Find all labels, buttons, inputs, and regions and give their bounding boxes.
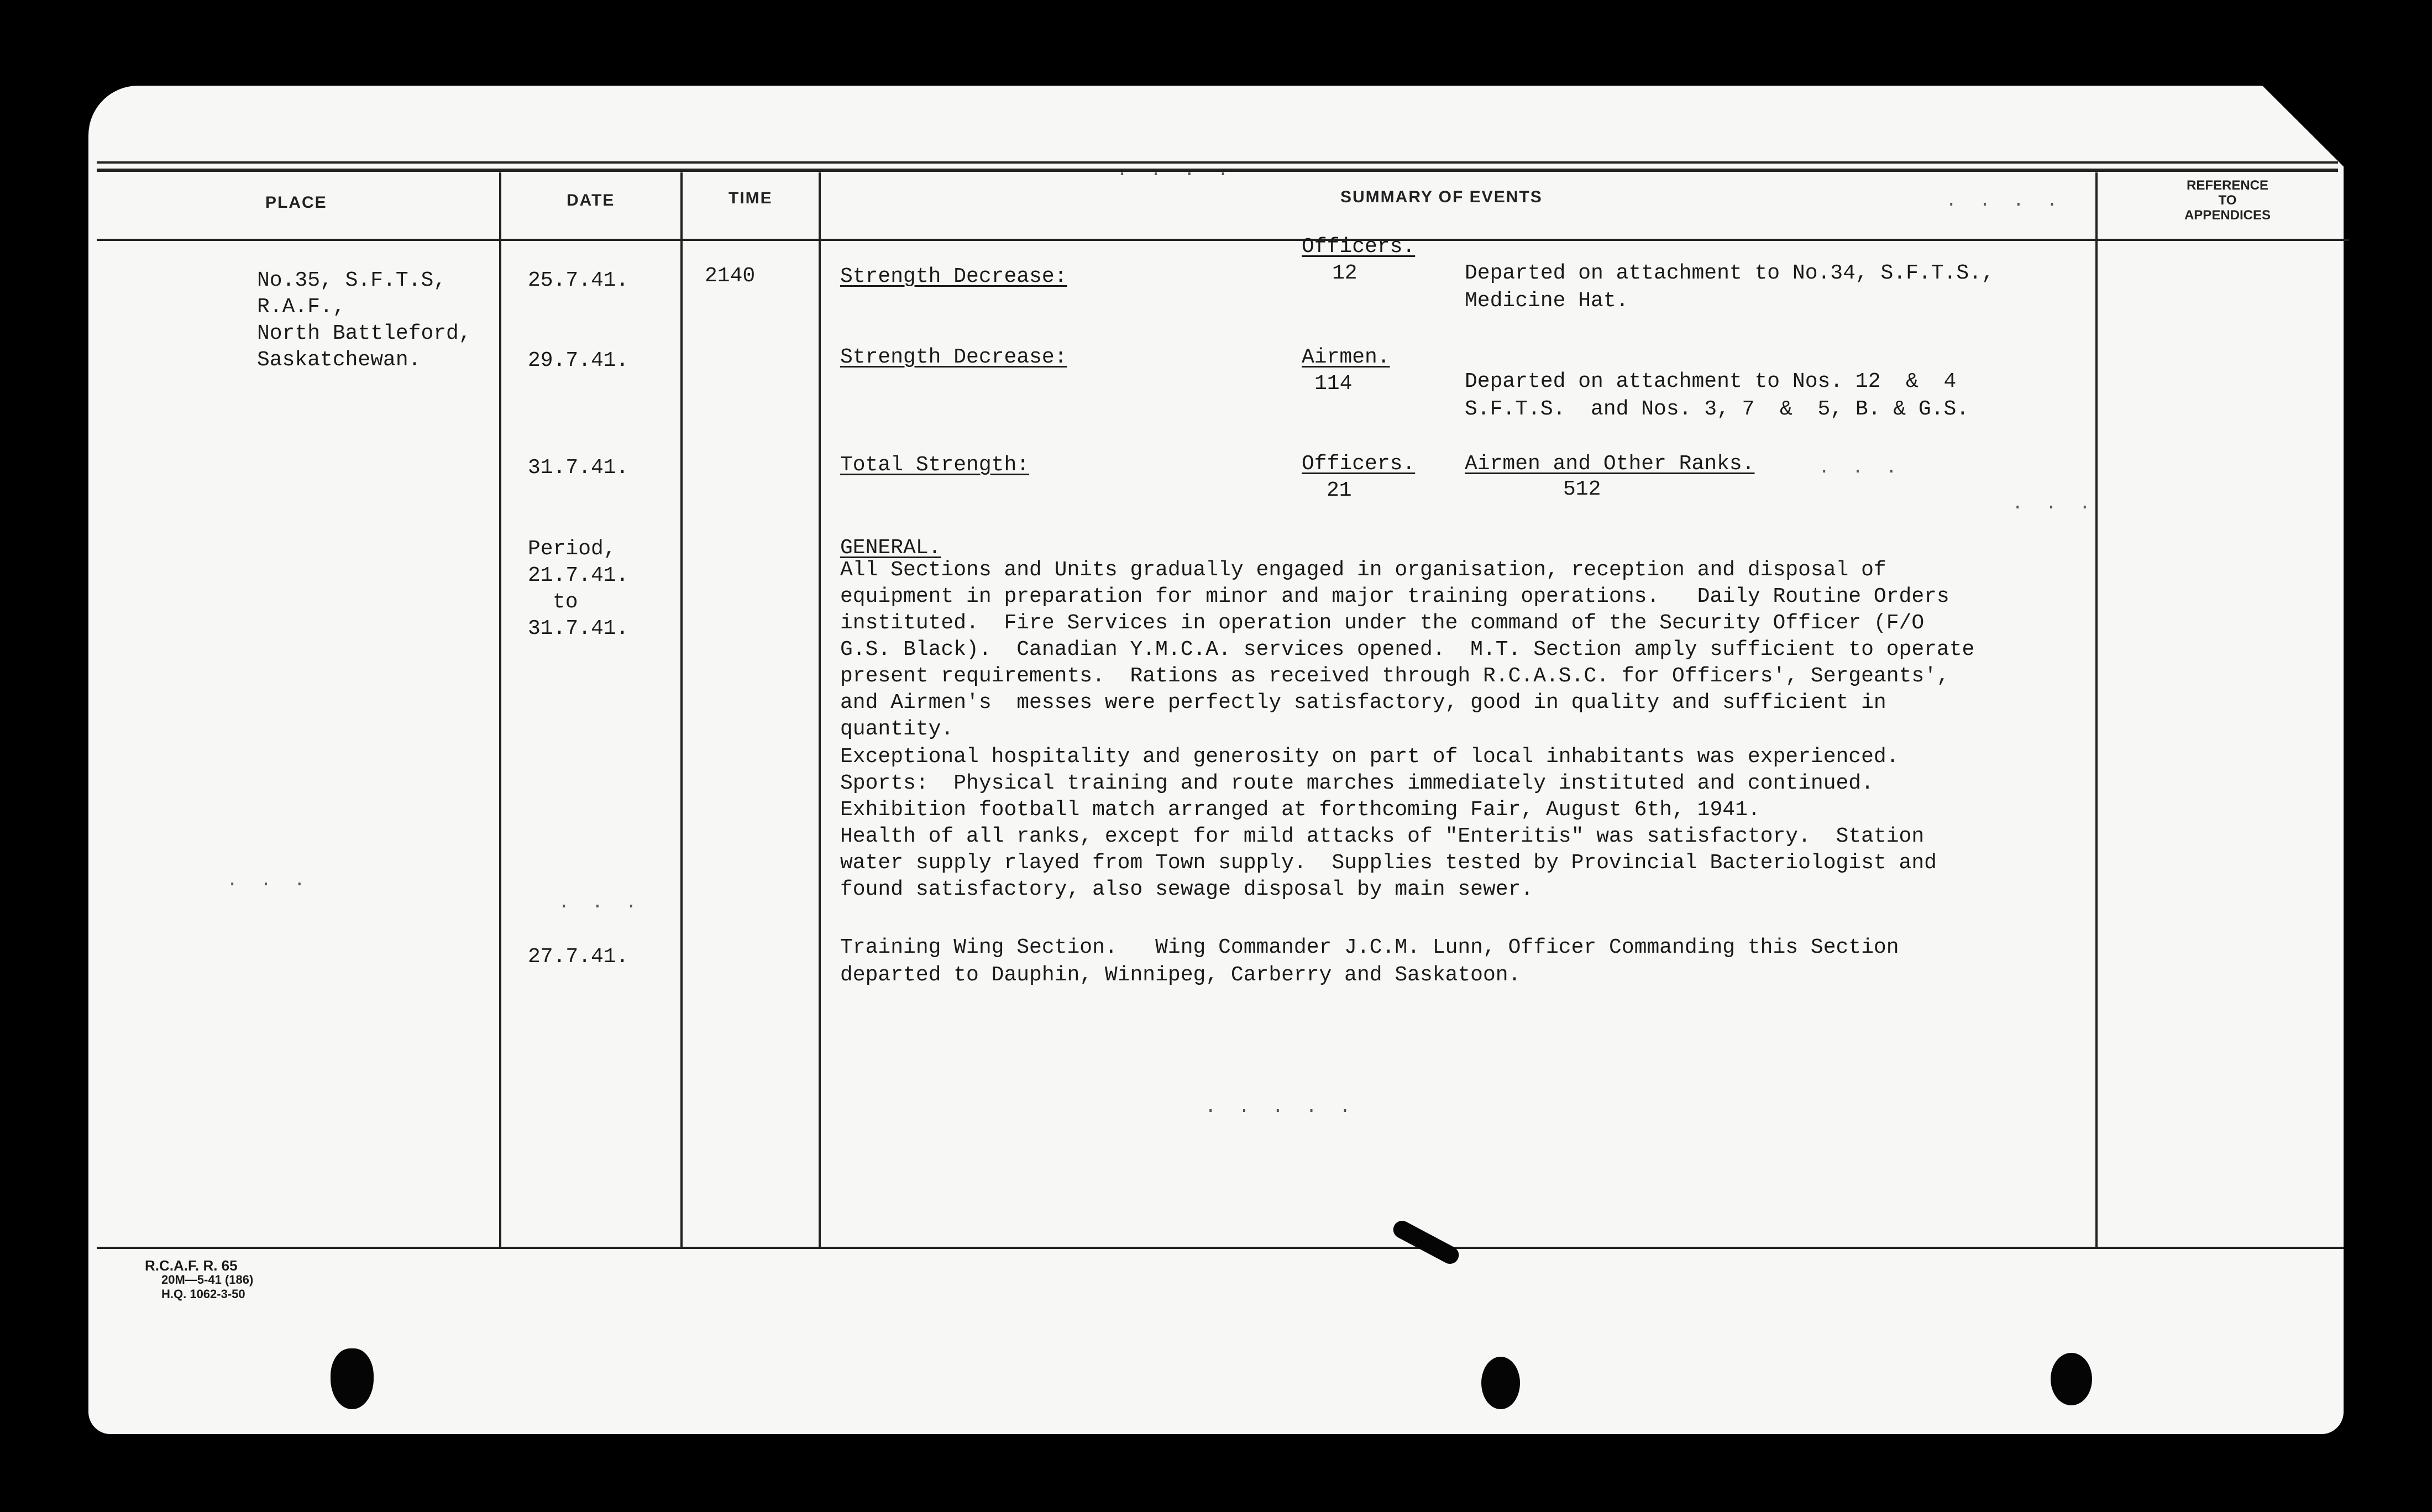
general-line: Exhibition football match arranged at forthcoming Fair, August 6th, 1941. <box>840 798 1760 822</box>
stray-dots: . . . <box>1818 458 1903 479</box>
general-line: and Airmen's messes were perfectly satisfactory, good in quality and sufficient in <box>840 691 1886 715</box>
stray-dots: . . . <box>2012 494 2096 514</box>
entry-count: 12 <box>1332 261 1357 285</box>
entry-label: Strength Decrease: <box>840 265 1067 288</box>
punch-hole <box>2051 1353 2092 1405</box>
entry-count: 21 <box>1327 479 1352 502</box>
general-line: water supply rlayed from Town supply. Supplies tested by Provincial Bacteriologist and <box>840 851 1937 875</box>
period-line: 21.7.41. <box>528 564 629 587</box>
training-date: 27.7.41. <box>528 945 629 969</box>
general-line: present requirements. Rations as received through R.C.A.S.C. for Officers', Sergeants', <box>840 664 1949 688</box>
header-summary: SUMMARY OF EVENTS <box>1340 188 1543 206</box>
period-line: to <box>553 590 578 614</box>
stray-dots: . . . . . <box>1205 1097 1356 1118</box>
general-line: Exceptional hospitality and generosity on part of local inhabitants was experienced. <box>840 745 1899 769</box>
stray-dots: . . . . <box>1117 160 1234 181</box>
place-line: North Battleford, <box>257 322 471 345</box>
stray-dots: . . . <box>227 870 311 891</box>
header-reference: REFERENCE TO APPENDICES <box>2184 178 2271 223</box>
divider-date-time <box>680 172 683 1248</box>
general-line: instituted. Fire Services in operation under the command of the Security Officer (F/O <box>840 611 1925 635</box>
entry-label: Strength Decrease: <box>840 345 1067 369</box>
entry-date: 25.7.41. <box>528 269 629 292</box>
header-place: PLACE <box>265 193 327 212</box>
stray-dots: . . . . <box>1946 191 2063 212</box>
general-line: All Sections and Units gradually engaged in organisation, reception and disposal of <box>840 558 1886 582</box>
entry-column-head: Officers. <box>1302 235 1416 259</box>
stray-dots: . . . <box>558 893 643 914</box>
entry-column-head: Officers. <box>1302 452 1416 476</box>
general-line: equipment in preparation for minor and major training operations. Daily Routine Orders <box>840 585 1949 608</box>
entry-remark: S.F.T.S. and Nos. 3, 7 & 5, B. & G.S. <box>1465 397 1969 421</box>
entry-count: 114 <box>1314 372 1353 396</box>
entry-label: Total Strength: <box>840 453 1030 477</box>
place-line: No.35, S.F.T.S, <box>257 269 447 292</box>
period-line: Period, <box>528 537 616 561</box>
general-line: Sports: Physical training and route marches immediately instituted and continued. <box>840 771 1874 795</box>
general-heading: GENERAL. <box>840 536 941 560</box>
divider-summary-ref <box>2095 172 2098 1248</box>
entry-date: 29.7.41. <box>528 349 629 372</box>
punch-hole <box>331 1348 374 1409</box>
divider-time-summary <box>819 172 821 1248</box>
header-date: DATE <box>567 191 615 209</box>
entry-date: 31.7.41. <box>528 456 629 480</box>
general-line: G.S. Black). Canadian Y.M.C.A. services opened. M.T. Section amply sufficient to operate <box>840 638 1975 662</box>
entry-count-2: 512 <box>1563 477 1601 501</box>
general-line: Health of all ranks, except for mild attacks of "Enteritis" was satisfactory. Station <box>840 825 1925 848</box>
punch-hole <box>1481 1357 1520 1409</box>
divider-place-date <box>499 172 501 1248</box>
entry-remark: Medicine Hat. <box>1465 289 1629 313</box>
general-line: quantity. <box>840 717 954 741</box>
training-line: departed to Dauphin, Winnipeg, Carberry and Saskatoon. <box>840 963 1521 987</box>
period-line: 31.7.41. <box>528 617 629 641</box>
entry-column-head: Airmen. <box>1302 345 1390 369</box>
training-line: Training Wing Section. Wing Commander J.C.M. Lunn, Officer Commanding this Section <box>840 936 1899 959</box>
place-line: Saskatchewan. <box>257 348 421 372</box>
place-line: R.A.F., <box>257 295 345 319</box>
form-reference: R.C.A.F. R. 65 20M—5-41 (186) H.Q. 1062-3-50 <box>145 1257 254 1301</box>
entry-time: 2140 <box>705 264 756 288</box>
entry-remark: Departed on attachment to Nos. 12 & 4 <box>1465 370 1957 393</box>
entry-column-head-2: Airmen and Other Ranks. <box>1465 452 1755 476</box>
bottom-rule <box>97 1247 2344 1249</box>
general-line: found satisfactory, also sewage disposal by main sewer. <box>840 878 1534 901</box>
entry-remark: Departed on attachment to No.34, S.F.T.S., <box>1465 261 1994 285</box>
header-time: TIME <box>728 189 773 207</box>
header-rule <box>97 239 2349 241</box>
